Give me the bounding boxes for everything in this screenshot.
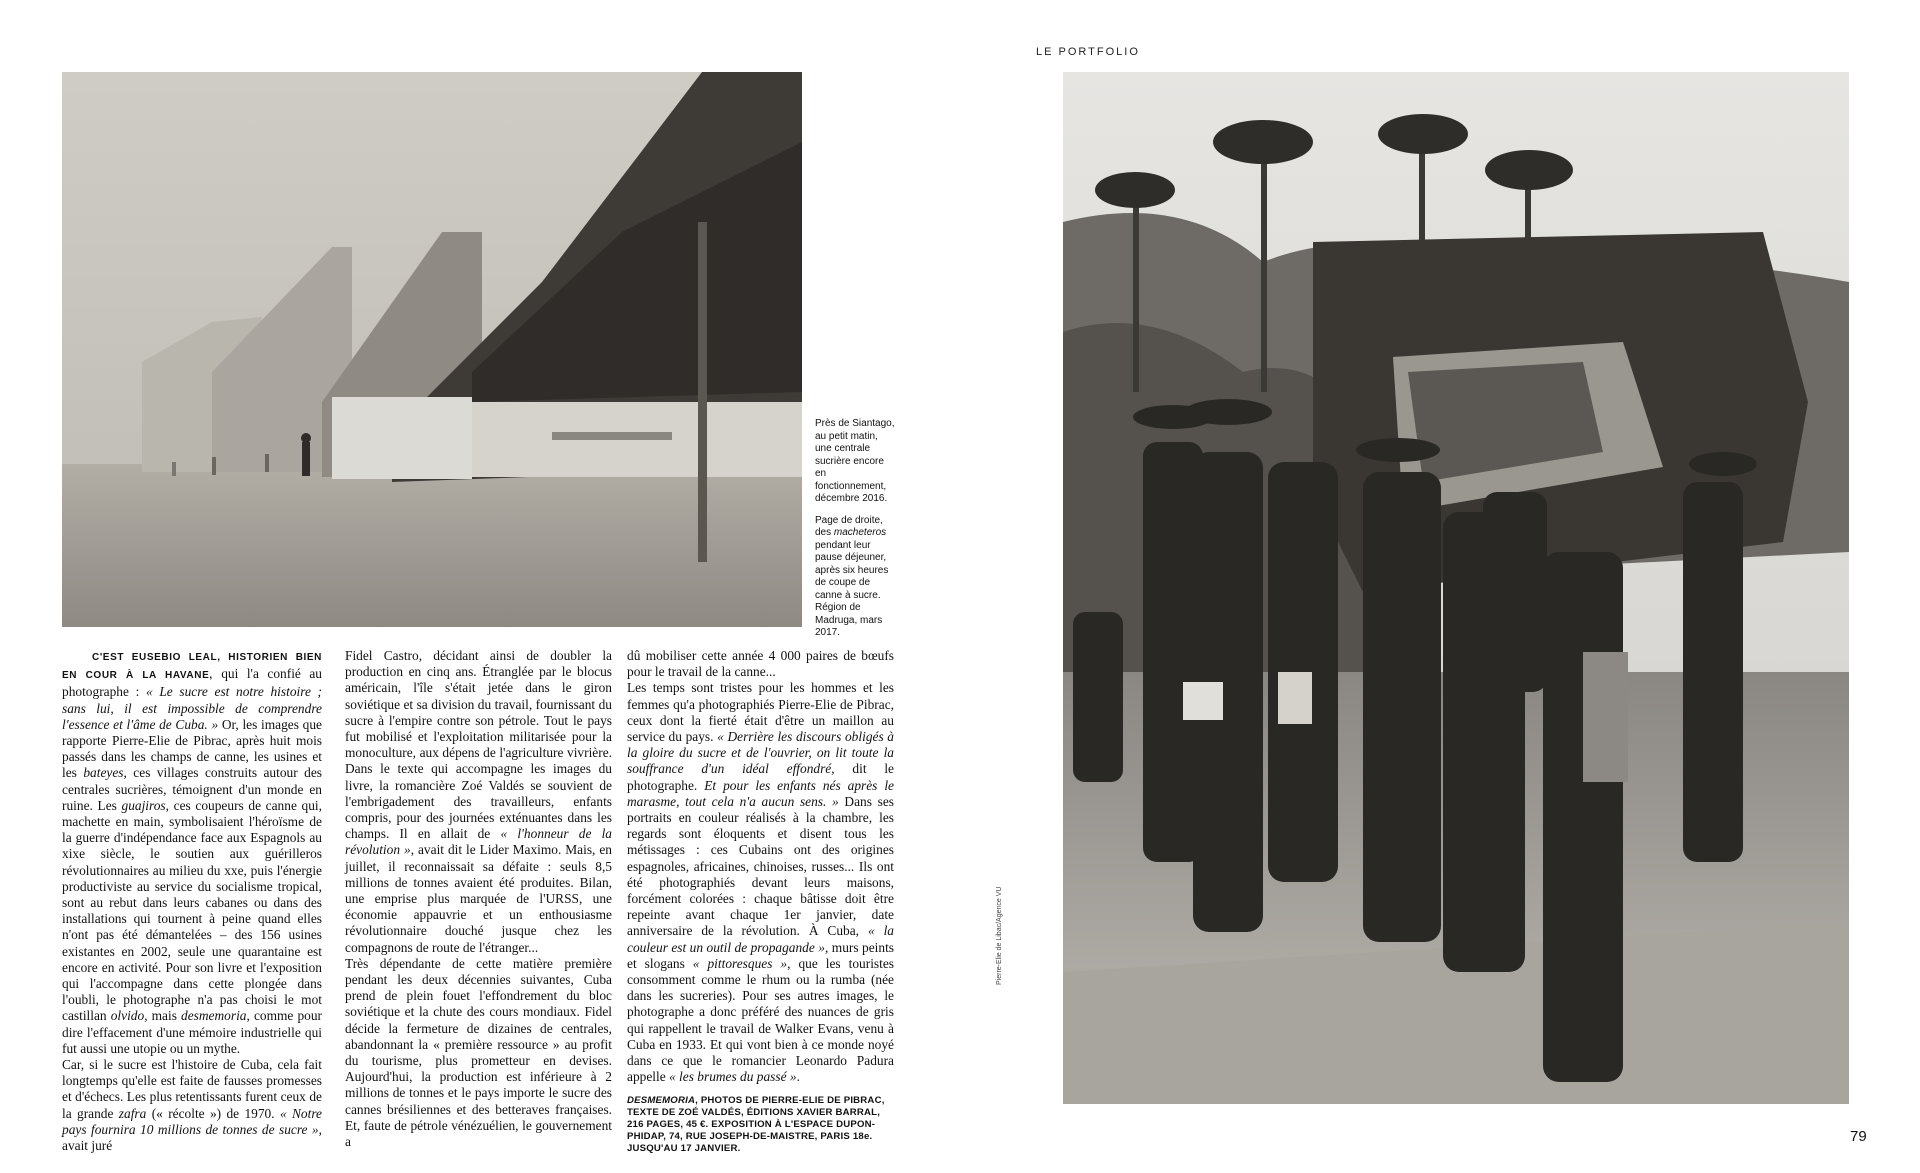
- article-text: , murs peints et slogans: [627, 939, 894, 971]
- article-lead: C'EST EUSEBIO LEAL, HISTORIEN BIEN EN COUR À LA HAVANE,: [62, 652, 322, 682]
- article-text: Or, les images que rapporte Pierre-Elie de Pibrac, après huit mois passés dans les champs de canne, les usines et les: [62, 716, 322, 781]
- book-exhibition-credits: [627, 1095, 894, 1155]
- book-title: DESMEMORIA: [627, 1095, 696, 1107]
- article-quote: « Derrière les discours obligés à la gloire du sucre et de l'ouvrier, on lit toute la souffrance d'un idéal effondré: [627, 729, 894, 777]
- caption-right-photo: [815, 515, 895, 640]
- article-quote: « Le sucre est notre histoire ; sans lui, il est impossible de comprendre l'essence et l'âme de Cuba. »: [62, 684, 322, 732]
- article-text: , comme pour dire l'effacement d'une mémoire industrielle qui fut aussi une utopie ou un mythe.: [62, 1008, 322, 1056]
- article-text: qui l'a confié au photographe :: [62, 666, 322, 700]
- article-text: .: [796, 1069, 800, 1085]
- article-text: Les temps sont tristes pour les hommes et les femmes qu'a photographiés Pierre-Elie de Pibrac, ceux dont la fierté était d'être un maillon au service du pays.: [627, 680, 894, 745]
- photo-credit: Pierre-Elie de Libac/Agence VU: [996, 886, 1003, 985]
- caption-text: pendant leur pause déjeuner, après six heures de coupe de canne à sucre. Région de Madruga, mars 2017.: [815, 539, 889, 638]
- article-text: , avait dit le Lider Maximo. Mais, en juillet, il reconnaissait sa défaite : seuls 8,5 millions de tonnes avaient été produites. Bilan, une emprise plus marquée de l'URSS, une économie appauvrie et un enthousiasme révolutionnaire douché jusque chez les compagnons de route de l'étranger...: [345, 842, 612, 955]
- article-italic-term: bateyes: [83, 765, 124, 781]
- article-text: , avait juré: [62, 1121, 322, 1154]
- article-quote: « les brumes du passé »: [669, 1069, 797, 1085]
- article-paragraph: Très dépendante de cette matière première pendant les deux décennies suivantes, Cuba prend de plein fouet l'effondrement du bloc soviétique et la chute des cours mondiaux. Fidel décide la fermeture de dizaines de centrales, abandonnant la « première ressource » au profit du tourisme, plus prometteur en devises. Aujourd'hui, la production est inférieure à 2 millions de tonnes et le pays importe le sucre des cannes brésiliennes et des betteraves françaises. Et, faute de pétrole vénézuélien, le gouvernement a: [345, 955, 612, 1150]
- photo-caption: [815, 418, 895, 649]
- article-text: , ces villages construits autour des centrales sucrières, témoignent d'un monde en ruine. Les: [62, 765, 322, 813]
- caption-text: Page de droite, des: [815, 514, 883, 538]
- caption-italic-term: macheteros: [833, 527, 887, 538]
- article-italic-term: desmemoria: [181, 1008, 247, 1024]
- article-text: Dans ses portraits en couleur réalisés à la chambre, les regards sont éloquents et disent tous les métissages : ces Cubains ont des origines espagnoles, africaines, chinoises, russes... Ils ont été photographiés devant leurs maisons, forcément colorées : chaque bâtisse doit être repeinte avant chaque 1er janvier, date anniversaire de la révolution. À Cuba,: [627, 793, 894, 939]
- article-quote: « Notre pays fournira 10 millions de tonnes de sucre »: [62, 1105, 322, 1137]
- article-text: Fidel Castro, décidant ainsi de doubler la production en cinq ans. Étranglée par le blocus américain, l'île s'était jetée dans le giron soviétique et sa division du travail, fournissant du sucre à l'empire contre son pétrole. Tout le pays fut mobilisé et l'exploitation militarisée pour la monoculture, aux dépens de l'agriculture vivrière. Dans le texte qui accompagne les images du livre, la romancière Zoé Valdés se souvient de l'embrigadement des travailleurs, enfants compris, pour des journées exténuantes dans les champs. Il en allait de: [345, 648, 612, 842]
- article-quote: « la couleur est un outil de propagande »: [627, 923, 894, 955]
- section-label: LE PORTFOLIO: [1036, 46, 1140, 58]
- article-italic-term: olvido: [110, 1008, 145, 1024]
- article-text: , que les touristes consomment comme le rhum ou la rumba (née dans les sucreries). Pour ses autres images, le photographe a donc préféré des nuances de gris qui rappellent le travail de Walker Evans, venu à Cuba en 1933. Et qui vont bien à ce monde noyé dans ce que le romancier Leonardo Padura appelle: [627, 955, 894, 1085]
- article-column-1: [62, 648, 322, 1154]
- article-text: , dit le photographe.: [627, 761, 894, 793]
- article-text: (« récolte ») de 1970.: [146, 1105, 280, 1121]
- page-number: 79: [1850, 1128, 1867, 1145]
- article-paragraph: [62, 1057, 322, 1154]
- article-text: , ces coupeurs de canne qui, machette en main, symbolisaient l'héroïsme de la guerre d'indépendance face aux Espagnols au xixe siècle, le soutien aux guérilleros révolutionnaires au milieu du xxe, puis l'énergie productiviste au service du socialisme tropical, sont au rebut dans leurs cabanes ou dans des installations qui tournent à peine quand elles n'ont pas été démantelées – des 156 usines existantes en 2002, seule une quarantaine est encore en activité. Pour son livre et l'exposition qui l'accompagne dans cette plongée dans l'oubli, le photographe n'a pas choisi le mot castillan: [62, 797, 323, 1024]
- article-italic-term: zafra: [118, 1105, 147, 1121]
- article-paragraph: [62, 648, 322, 1057]
- article-text: Car, si le sucre est l'histoire de Cuba, cela fait longtemps qu'elle est faite de fausses promesses et d'échecs. Les plus retentissants furent ceux de la grande: [62, 1057, 322, 1121]
- article-quote: « l'honneur de la révolution »: [345, 826, 612, 858]
- caption-left-photo: Près de Siantago, au petit matin, une centrale sucrière encore en fonctionnement, décembre 2016.: [815, 418, 895, 504]
- article-text: , mais: [144, 1008, 182, 1024]
- article-column-3: [627, 648, 894, 1155]
- article-italic-term: guajiros: [121, 797, 166, 813]
- credits-text: , PHOTOS DE PIERRE-ELIE DE PIBRAC, TEXTE DE ZOÉ VALDÉS, ÉDITIONS XAVIER BARRAL, 216 PAGES, 45 €. EXPOSITION À L'ESPACE DUPON-PHIDAP, 74, RUE JOSEPH-DE-MAISTRE, PARIS 18e. JUSQU'AU 17 JANVIER.: [627, 1095, 885, 1155]
- article-paragraph: dû mobiliser cette année 4 000 paires de bœufs pour le travail de la canne...: [627, 648, 894, 680]
- article-quote: Et pour les enfants nés après le marasme, tout cela n'a aucun sens. »: [627, 777, 895, 809]
- article-column-2: [345, 648, 612, 1150]
- article-paragraph: [345, 648, 612, 956]
- photo-sugar-mill-fog: [62, 72, 802, 627]
- article-quote: « pittoresques »: [692, 955, 788, 971]
- photo-macheteros-lunch: [1063, 72, 1849, 1104]
- article-paragraph: [627, 680, 894, 1085]
